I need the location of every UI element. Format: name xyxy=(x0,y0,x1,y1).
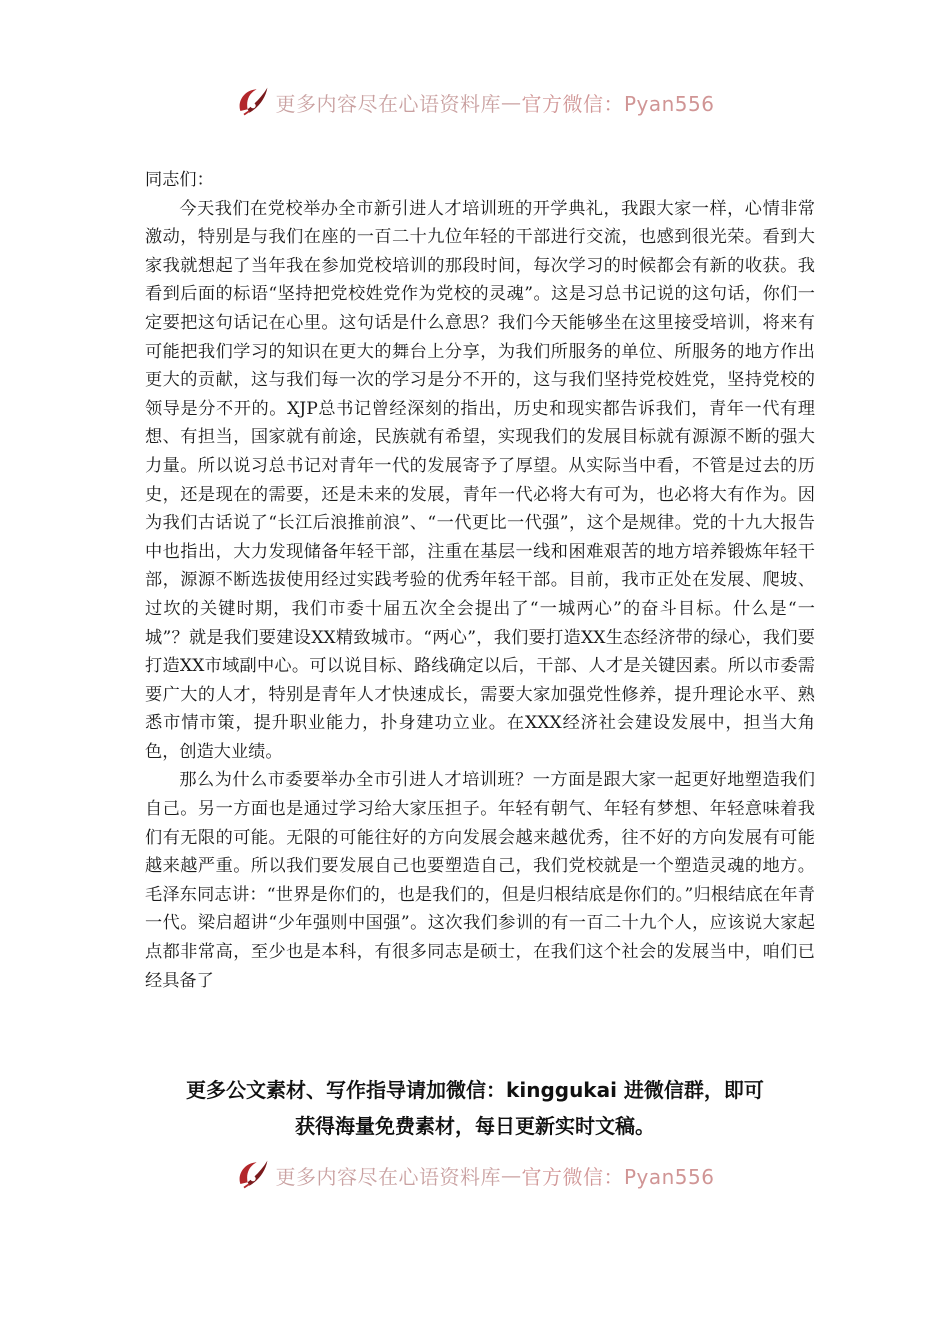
header-banner xyxy=(0,82,950,122)
paragraph-1: 今天我们在党校举办全市新引进人才培训班的开学典礼，我跟大家一样，心情非常激动，特别是与我们在座的一百二十九位年轻的干部进行交流，也感到很光荣。看到大家我就想起了当年我在参加党校培训的那段时间，每次学习的时候都会有新的收获。我看到后面的标语“坚持把党校姓党作为党校的灵魂”。这是习总书记说的这句话，你们一定要把这句话记在心里。这句话是什么意思？我们今天能够坐在这里接受培训，将来有可能把我们学习的知识在更大的舞台上分享，为我们所服务的单位、所服务的地方作出更大的贡献，这与我们每一次的学习是分不开的，这与我们坚持党校姓党，坚持党校的领导是分不开的。XJP总书记曾经深刻的指出，历史和现实都告诉我们，青年一代有理想、有担当，国家就有前途，民族就有希望，实现我们的发展目标就有源源不断的强大力量。所以说习总书记对青年一代的发展寄予了厚望。从实际当中看，不管是过去的历史，还是现在的需要，还是未来的发展，青年一代必将大有可为，也必将大有作为。因为我们古话说了“长江后浪推前浪”、“一代更比一代强”，这个是规律。党的十九大报告中也指出，大力发现储备年轻干部，注重在基层一线和困难艰苦的地方培养锻炼年轻干部，源源不断选拔使用经过实践考验的优秀年轻干部。目前，我市正处在发展、爬坡、过坎的关键时期，我们市委十届五次全会提出了“一城两心”的奋斗目标。什么是“一城”？就是我们要建设XX精致城市。“两心”，我们要打造XX生态经济带的绿心，我们要打造XX市域副中心。可以说目标、路线确定以后，干部、人才是关键因素。所以市委需要广大的人才，特别是青年人才快速成长，需要大家加强党性修养，提升理论水平、熟悉市情市策，提升职业能力，扑身建功立业。在XXX经济社会建设发展中，担当大角色，创造大业绩。 xyxy=(145,198,815,762)
promo-line-2: 获得海量免费素材，每日更新实时文稿。 xyxy=(295,1114,655,1138)
banner-site-text: 更多内容尽在心语资料库 xyxy=(275,91,501,116)
banner-separator: — xyxy=(500,1163,522,1187)
banner-wechat-text: 官方微信：Pyan556 xyxy=(521,91,715,116)
promo-notice xyxy=(100,1072,850,1144)
banner-wechat-text: 官方微信：Pyan556 xyxy=(521,1164,715,1189)
quill-logo-icon xyxy=(235,1157,271,1193)
document-body xyxy=(145,166,815,995)
banner-separator: — xyxy=(500,90,522,114)
banner-site-text: 更多内容尽在心语资料库 xyxy=(275,1164,501,1189)
paragraph-2: 那么为什么市委要举办全市引进人才培训班？一方面是跟大家一起更好地塑造我们自己。另一方面也是通过学习给大家压担子。年轻有朝气、年轻有梦想、年轻意味着我们有无限的可能。无限的可能往好的方向发展会越来越优秀，往不好的方向发展有可能越来越严重。所以我们要发展自己也要塑造自己，我们党校就是一个塑造灵魂的地方。毛泽东同志讲：“世界是你们的，也是我们的，但是归根结底是你们的。”归根结底在年青一代。梁启超讲“少年强则中国强”。这次我们参训的有一百二十九个人，应该说大家起点都非常高，至少也是本科，有很多同志是硕士，在我们这个社会的发展当中，咱们已经具备了 xyxy=(145,770,815,991)
salutation: 同志们： xyxy=(145,170,214,190)
quill-logo-icon xyxy=(235,84,271,120)
promo-line-1: 更多公文素材、写作指导请加微信：kinggukai 进微信群，即可 xyxy=(186,1078,764,1102)
footer-banner xyxy=(0,1155,950,1195)
